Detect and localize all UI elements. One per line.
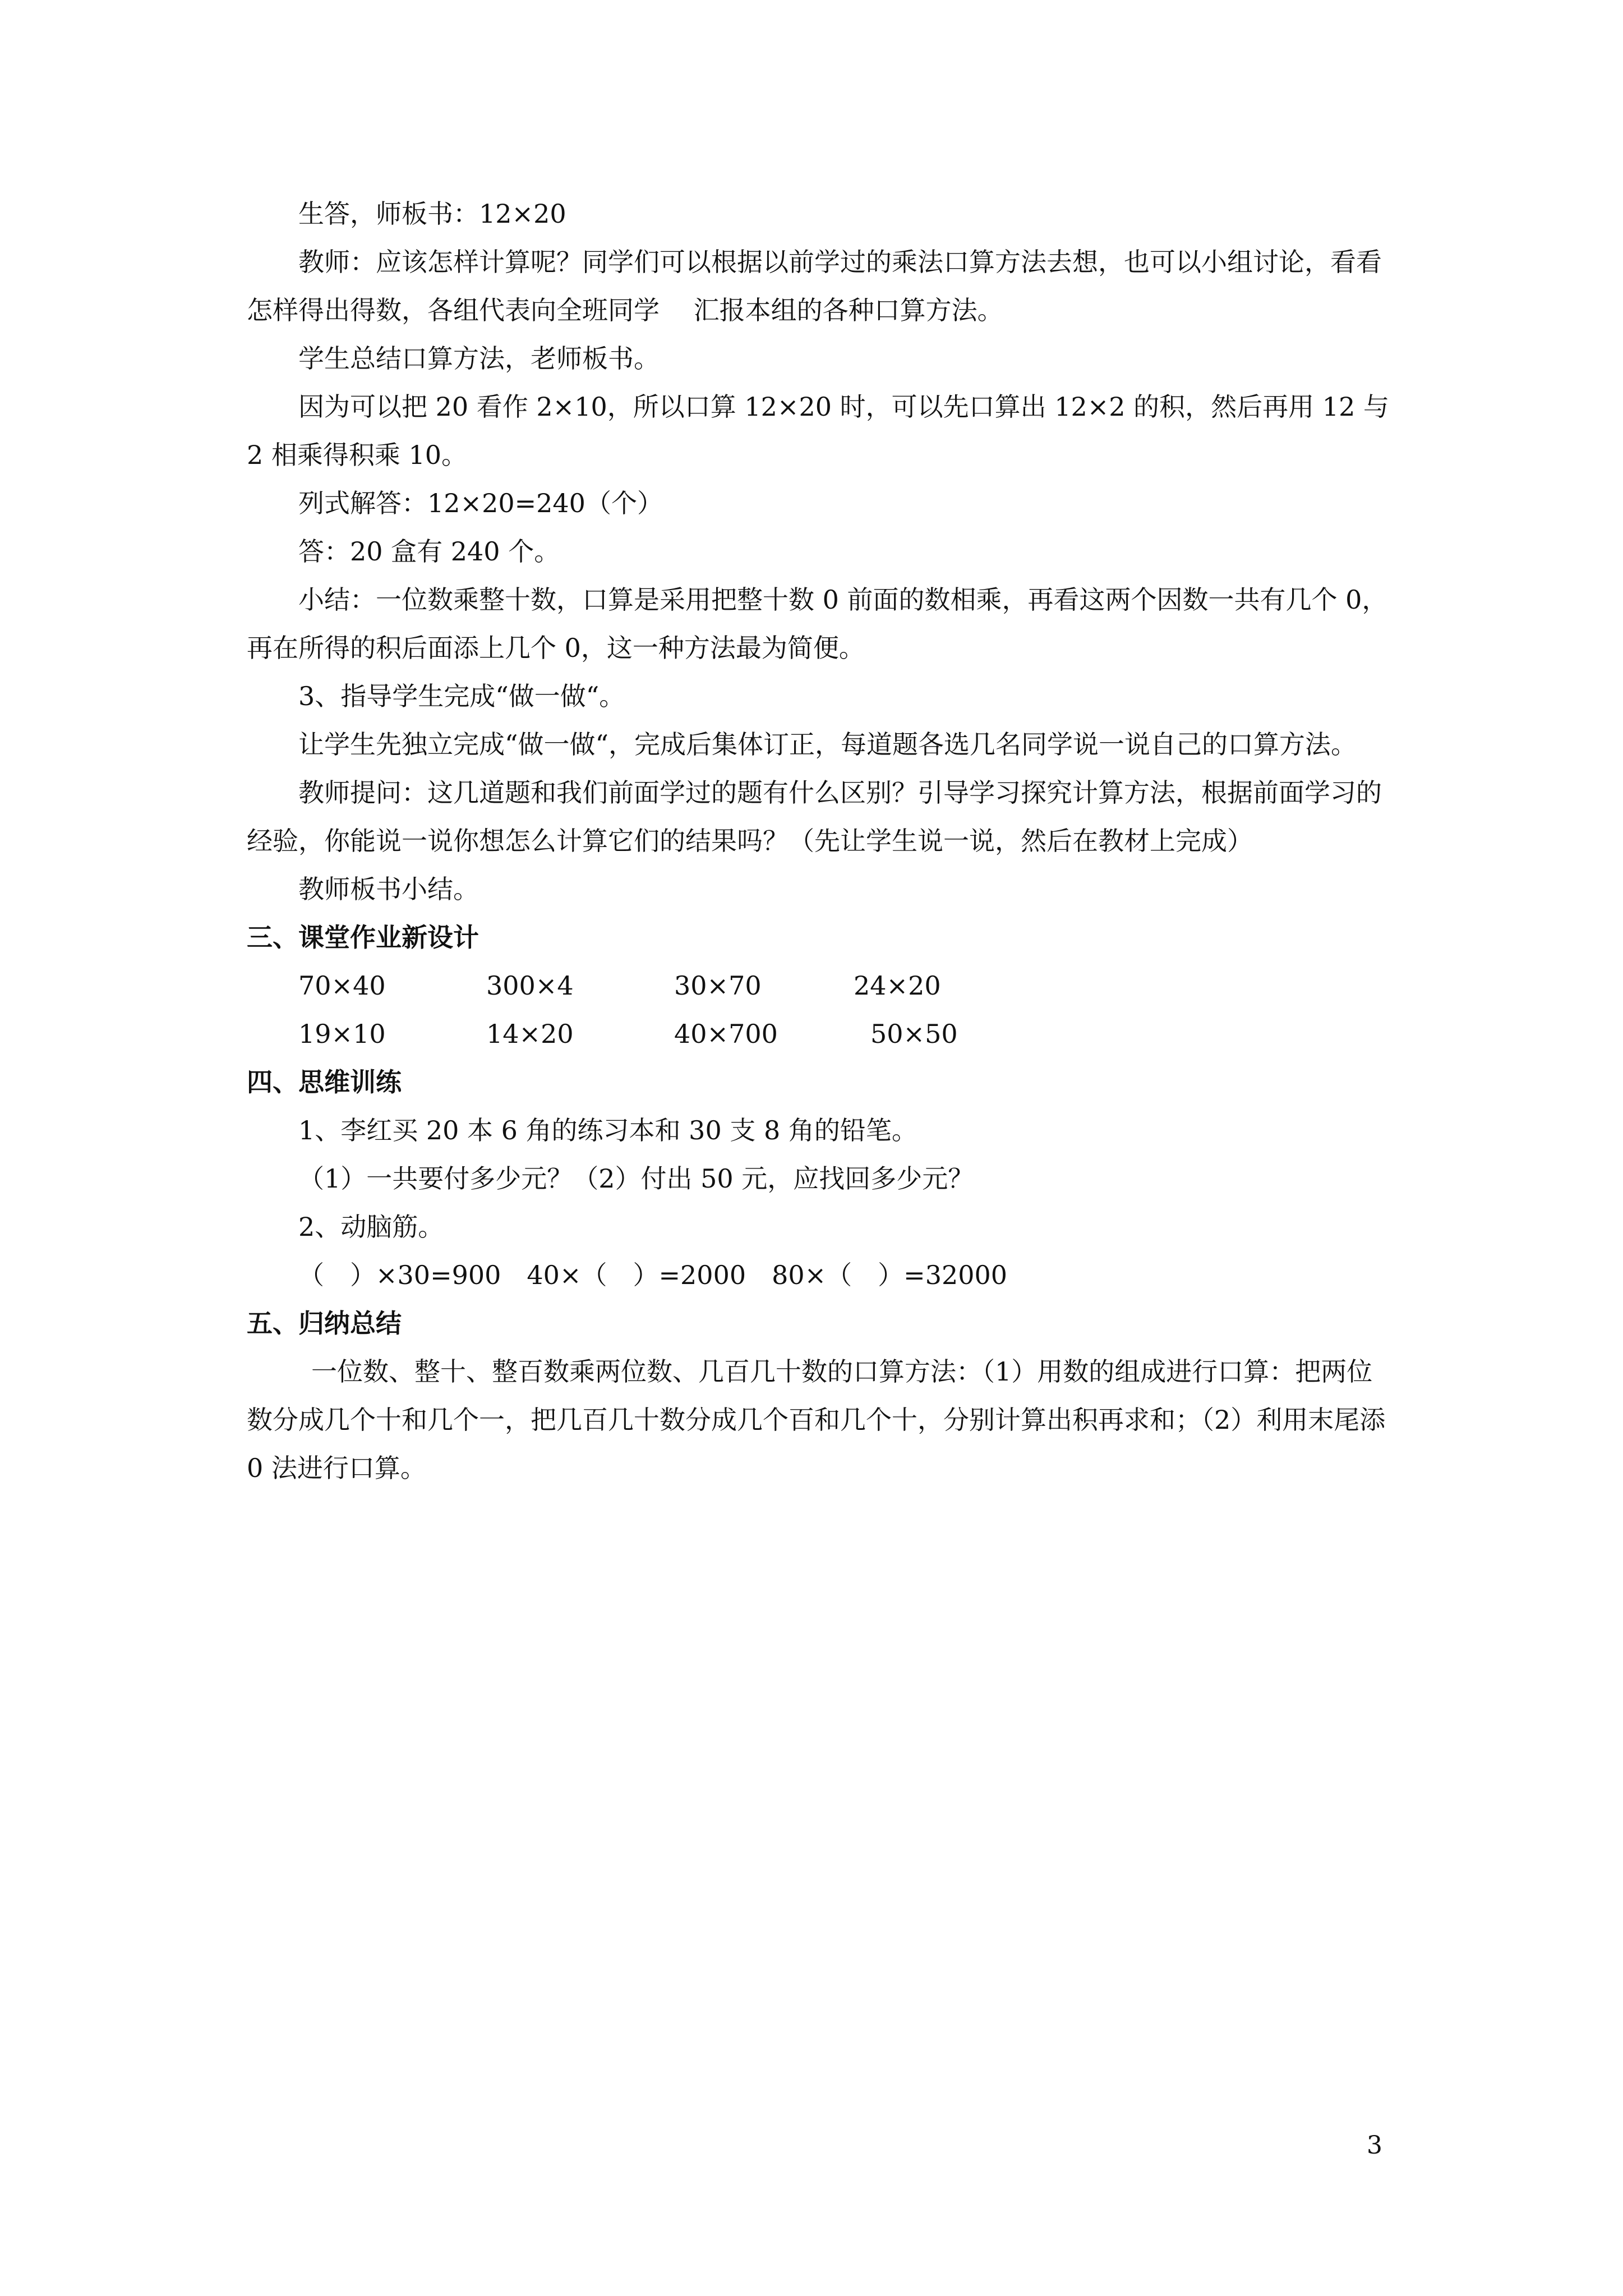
exercise-item: 24×20 [854, 970, 941, 1001]
paragraph: 学生总结口算方法，老师板书。 [298, 343, 660, 374]
exercise-item: 19×10 [298, 1019, 386, 1049]
exercise-item: 14×20 [486, 1019, 574, 1049]
paragraph: 列式解答：12×20=240（个） [298, 488, 663, 518]
paragraph: 3、指导学生完成“做一做“。 [298, 681, 625, 711]
paragraph: 2、动脑筋。 [298, 1212, 444, 1242]
exercise-item: 50×50 [870, 1019, 958, 1049]
paragraph: 生答，师板书：12×20 [298, 199, 566, 229]
exercise-row-1 [247, 961, 1391, 1010]
paragraph: （1）一共要付多少元？（2）付出 50 元，应找回多少元？ [298, 1163, 974, 1194]
paragraph: 教师：应该怎样计算呢？同学们可以根据以前学过的乘法口算方法去想，也可以小组讨论，看看怎样得出得数，各组代表向全班同学 汇报本组的各种口算方法。 [247, 247, 1382, 325]
paragraph: 因为可以把 20 看作 2×10，所以口算 12×20 时，可以先口算出 12×2 的积，然后再用 12 与 2 相乘得积乘 10。 [247, 392, 1389, 470]
section-heading-3: 三、课堂作业新设计 [247, 922, 479, 953]
paragraph: 教师板书小结。 [298, 874, 479, 904]
exercise-row-2 [247, 1010, 1391, 1058]
summary-paragraph: 一位数、整十、整百数乘两位数、几百几十数的口算方法：（1）用数的组成进行口算：把两位数分成几个十和几个一，把几百几十数分成几个百和几个十，分别计算出积再求和；（2）利用末尾添 0 法进行口算。 [247, 1356, 1386, 1483]
paragraph: （ ）×30=900 40×（ ）=2000 80×（ ）=32000 [298, 1260, 1008, 1290]
exercise-item: 30×70 [674, 970, 762, 1001]
exercise-item: 300×4 [486, 970, 574, 1001]
exercise-item: 40×700 [674, 1019, 778, 1049]
section-heading-4: 四、思维训练 [247, 1067, 402, 1097]
section-heading-5: 五、归纳总结 [247, 1308, 402, 1338]
paragraph: 小结：一位数乘整十数，口算是采用把整十数 0 前面的数相乘，再看这两个因数一共有几个 0，再在所得的积后面添上几个 0，这一种方法最为简便。 [247, 585, 1388, 663]
exercise-item: 70×40 [298, 970, 386, 1001]
paragraph: 教师提问：这几道题和我们前面学过的题有什么区别？引导学习探究计算方法，根据前面学习的经验，你能说一说你想怎么计算它们的结果吗？（先让学生说一说，然后在教材上完成） [247, 777, 1382, 856]
page-number: 3 [1367, 2131, 1382, 2160]
paragraph: 让学生先独立完成“做一做“，完成后集体订正，每道题各选几名同学说一说自己的口算方法。 [298, 729, 1357, 760]
document-body [247, 190, 1391, 1492]
paragraph: 1、李红买 20 本 6 角的练习本和 30 支 8 角的铅笔。 [298, 1115, 917, 1145]
paragraph: 答：20 盒有 240 个。 [298, 536, 560, 567]
